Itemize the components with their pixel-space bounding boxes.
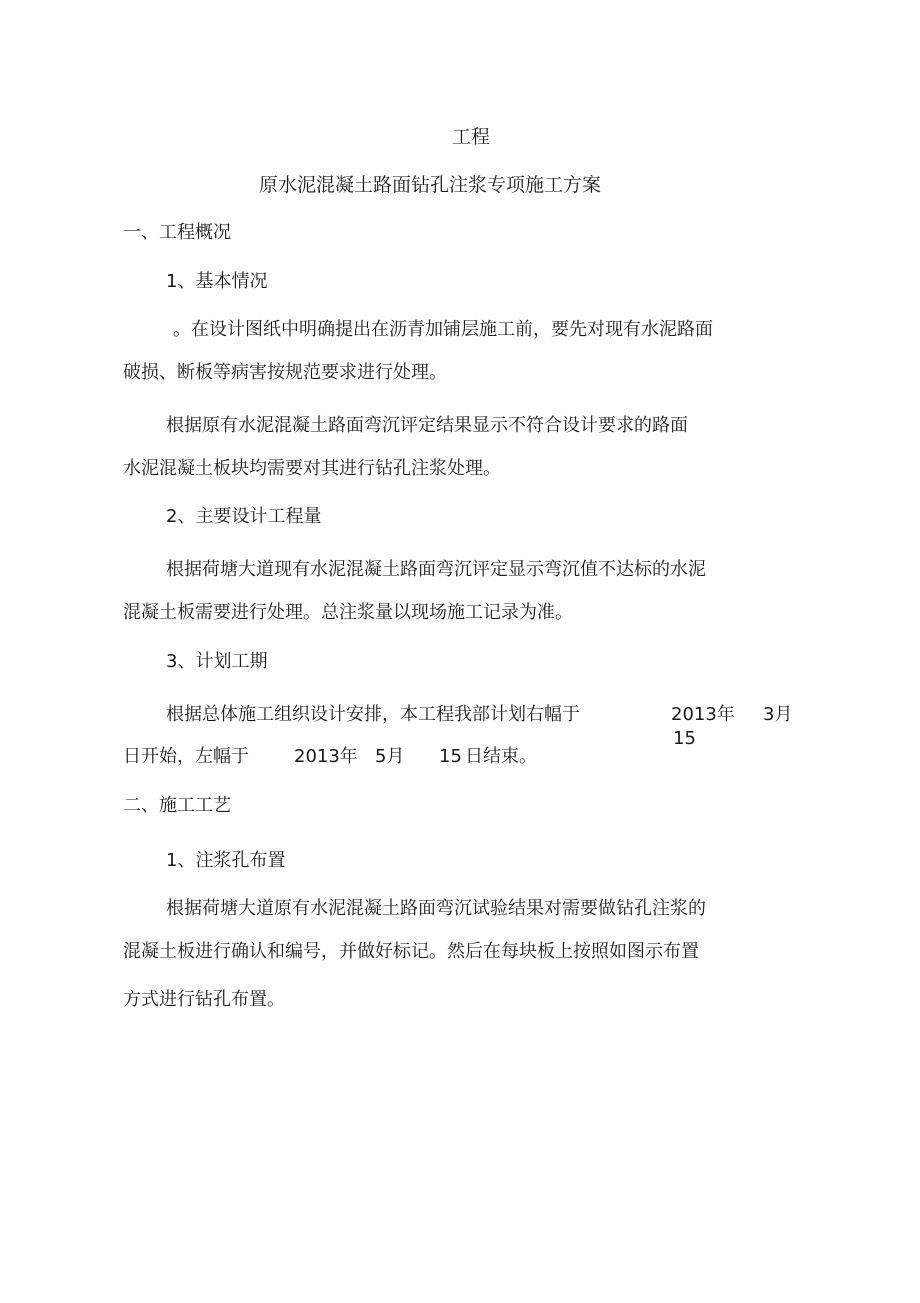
subsection-2-1-heading: 1、注浆孔布置 bbox=[166, 850, 286, 871]
subsection-1-3-heading: 3、计划工期 bbox=[166, 651, 268, 672]
subsection-1-2-heading: 2、主要设计工程量 bbox=[166, 506, 322, 527]
start-month: 3月 bbox=[763, 704, 793, 725]
paragraph-4-line-2: 混凝土板进行确认和编号，并做好标记。然后在每块板上按照如图示布置 bbox=[123, 941, 699, 962]
paragraph-2-line-1: 根据荷塘大道现有水泥混凝土路面弯沉评定显示弯沉值不达标的水泥 bbox=[166, 559, 706, 580]
doc-title: 工程 bbox=[452, 126, 491, 148]
section-2-heading: 二、施工工艺 bbox=[123, 795, 231, 816]
paragraph-2-line-2: 混凝土板需要进行处理。总注浆量以现场施工记录为准。 bbox=[123, 602, 573, 623]
end-year: 2013年 bbox=[294, 746, 358, 767]
paragraph-1-1-line-1: 。在设计图纸中明确提出在沥青加铺层施工前，要先对现有水泥路面 bbox=[173, 319, 713, 340]
paragraph-4-line-1: 根据荷塘大道原有水泥混凝土路面弯沉试验结果对需要做钻孔注浆的 bbox=[166, 898, 706, 919]
paragraph-1-2-line-1: 根据原有水泥混凝土路面弯沉评定结果显示不符合设计要求的路面 bbox=[166, 415, 688, 436]
paragraph-3-line-1: 根据总体施工组织设计安排，本工程我部计划右幅于 bbox=[166, 704, 580, 725]
paragraph-1-2-line-2: 水泥混凝土板块均需要对其进行钻孔注浆处理。 bbox=[123, 458, 501, 479]
doc-subtitle: 原水泥混凝土路面钻孔注浆专项施工方案 bbox=[259, 174, 602, 196]
paragraph-4-line-3: 方式进行钻孔布置。 bbox=[123, 989, 285, 1010]
end-day: 15 bbox=[439, 746, 462, 767]
start-day: 15 bbox=[673, 728, 696, 749]
paragraph-1-1-line-2: 破损、断板等病害按规范要求进行处理。 bbox=[123, 362, 447, 383]
section-1-heading: 一、工程概况 bbox=[123, 222, 231, 243]
start-year: 2013年 bbox=[671, 704, 735, 725]
subsection-1-1-heading: 1、基本情况 bbox=[166, 271, 268, 292]
end-month: 5月 bbox=[375, 746, 405, 767]
paragraph-3-line-2-start: 日开始，左幅于 bbox=[123, 746, 249, 767]
paragraph-3-line-2-end: 日结束。 bbox=[465, 746, 537, 767]
